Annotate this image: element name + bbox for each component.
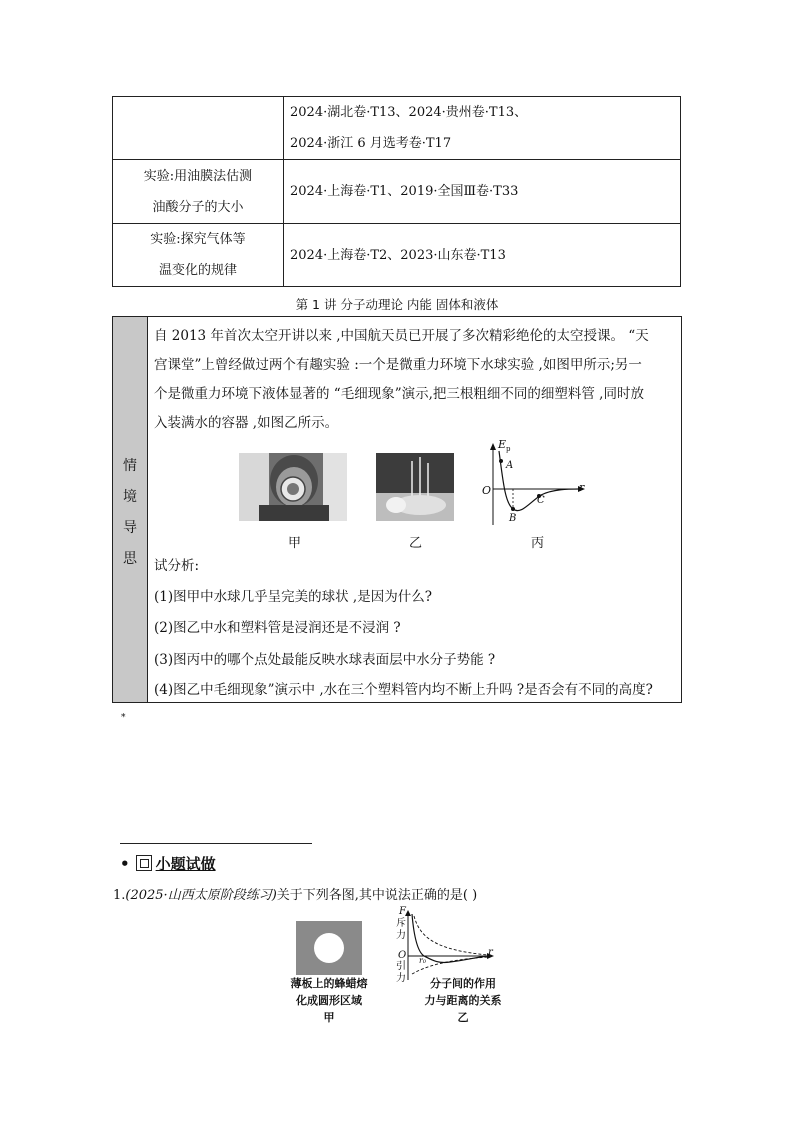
refs-cell xyxy=(284,160,681,224)
topic-cell xyxy=(113,97,284,160)
table-row xyxy=(113,97,681,160)
side-char: 导 xyxy=(123,520,137,536)
question-item: (4)图乙中毛细现象”演示中 ,水在三个塑料管内均不断上升吗 ?是否会有不同的高度? xyxy=(154,682,653,698)
graph-point-a: A xyxy=(506,460,514,471)
table-row xyxy=(113,160,681,224)
caption-line: 乙 xyxy=(457,1011,469,1024)
figure-caption-bing: 丙 xyxy=(531,536,545,551)
refs-line: 2024·湖北卷·T13、2024·贵州卷·T13、 xyxy=(290,105,528,120)
problem-text: 关于下列各图,其中说法正确的是( ) xyxy=(276,888,478,903)
graph-x-label: r xyxy=(579,481,585,494)
point-b-marker xyxy=(511,507,515,511)
side-char: 思 xyxy=(123,551,137,567)
section-copy-icon xyxy=(136,855,152,871)
topic-line: 实验:探究气体等 xyxy=(150,232,246,247)
star-mark: * xyxy=(121,713,126,723)
graph-y-label: E xyxy=(498,438,507,451)
repulsion-label xyxy=(396,918,406,942)
question-item: (2)图乙中水和塑料管是浸润还是不浸润 ? xyxy=(154,620,401,636)
wax-disk-figure xyxy=(296,921,362,975)
topic-line: 油酸分子的大小 xyxy=(152,199,244,215)
section-bullet: • xyxy=(120,855,130,873)
topic-line: 温变化的规律 xyxy=(158,263,237,278)
caption-line: 力与距离的关系 xyxy=(424,994,502,1007)
graph-origin-label: O xyxy=(482,484,492,497)
refs-cell xyxy=(284,224,681,287)
force-x-label: r xyxy=(488,947,493,958)
caption-line: 薄板上的蜂蜡熔 xyxy=(290,977,368,990)
point-a-marker xyxy=(499,459,503,463)
graph-point-b: B xyxy=(509,513,517,524)
force-origin-label: O xyxy=(398,950,407,961)
caption-line: 分子间的作用 xyxy=(430,977,496,990)
table-row xyxy=(113,224,681,287)
photo-capillary-tubes xyxy=(376,453,454,521)
side-char: 境 xyxy=(123,489,137,505)
repulsion-char: 力 xyxy=(396,930,406,941)
section-heading xyxy=(120,853,216,874)
photo-water-ball xyxy=(239,453,347,521)
refs-line: 2024·上海卷·T2、2023·山东卷·T13 xyxy=(290,247,506,263)
force-y-label: F xyxy=(399,906,406,917)
attraction-char: 引 xyxy=(396,961,406,972)
section-divider xyxy=(120,843,312,844)
intro-line: 个是微重力环境下液体显著的 “毛细现象”演示,把三根粗细不同的细塑料管 ,同时放 xyxy=(154,386,644,402)
question-item: (3)图丙中的哪个点处最能反映水球表面层中水分子势能 ? xyxy=(154,652,496,668)
figure-yi-caption xyxy=(408,975,518,1026)
section-title: 小题试做 xyxy=(155,855,216,873)
problem-source: (2025·山西太原阶段练习) xyxy=(125,888,277,903)
figure-caption-jia: 甲 xyxy=(288,536,302,551)
intro-line: 宫课堂”上曾经做过两个有趣实验 :一个是微重力环境下水球实验 ,如图甲所示;另一 xyxy=(154,357,642,373)
caption-line: 化成圆形区域 xyxy=(296,994,362,1007)
analysis-label: 试分析: xyxy=(154,558,200,574)
problem-1 xyxy=(113,884,477,903)
situation-box xyxy=(112,316,682,703)
topic-cell xyxy=(113,224,284,287)
graph-point-c: C xyxy=(537,495,545,506)
situation-side-label xyxy=(113,317,148,702)
figure-jia-caption xyxy=(284,975,374,1026)
lesson-title: 第 1 讲 分子动理论 内能 固体和液体 xyxy=(295,297,499,312)
repulsion-char: 斥 xyxy=(396,918,406,929)
intro-line: 入装满水的容器 ,如图乙所示。 xyxy=(154,415,339,431)
figure-caption-yi: 乙 xyxy=(409,536,423,551)
problem-number: 1. xyxy=(113,888,126,903)
refs-line: 2024·浙江 6 月选考卷·T17 xyxy=(290,136,452,151)
situation-intro xyxy=(154,322,675,438)
refs-line: 2024·上海卷·T1、2019·全国Ⅲ卷·T33 xyxy=(290,184,519,199)
refs-cell xyxy=(284,97,681,160)
potential-energy-graph xyxy=(479,441,591,531)
caption-line: 甲 xyxy=(323,1011,335,1024)
side-char: 情 xyxy=(123,458,137,474)
attraction-char: 力 xyxy=(396,973,406,984)
graph-y-subscript: p xyxy=(506,445,511,453)
intro-line: 自 2013 年首次太空开讲以来 ,中国航天员已开展了多次精彩绝伦的太空授课。 “天 xyxy=(154,328,649,344)
attraction-label xyxy=(396,961,406,985)
topic-cell xyxy=(113,160,284,224)
exam-reference-table xyxy=(112,96,681,287)
force-r0-label: r₀ xyxy=(419,956,427,965)
question-item: (1)图甲中水球几乎呈完美的球状 ,是因为什么? xyxy=(154,589,432,605)
topic-line: 实验:用油膜法估测 xyxy=(143,168,253,184)
